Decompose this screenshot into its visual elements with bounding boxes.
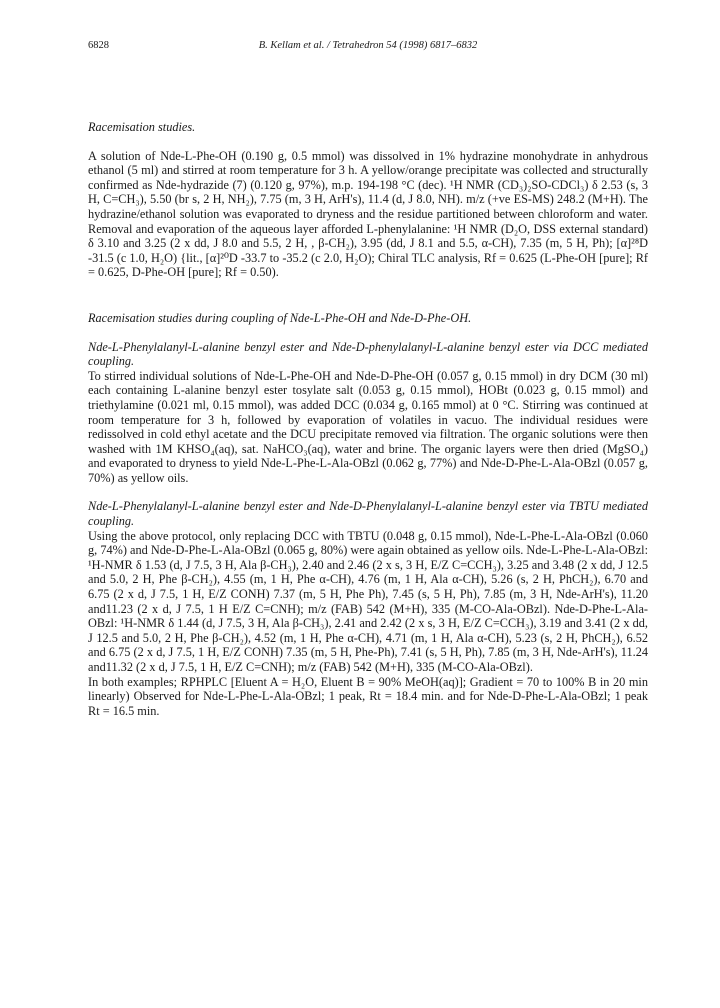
running-head: B. Kellam et al. / Tetrahedron 54 (1998) 6817–6832: [258, 40, 478, 51]
article-body: [88, 120, 648, 718]
page-header: [88, 40, 648, 56]
paragraph-racemisation: A solution of Nde-L-Phe-OH (0.190 g, 0.5 mmol) was dissolved in 1% hydrazine monohydrate in anhydrous ethanol (5 ml) and stirred at room temperature for 3 h. A yellow/orange precipitate was collected and structurally confirmed as Nde-hydrazide (7) (0.120 g, 97%), m.p. 194-198 °C (dec). ¹H NMR (CD₃)₂SO-CDCl₃) δ 2.53 (s, 3 H, C=CH₃), 5.50 (br s, 2 H, NH₂), 7.75 (m, 3 H, ArH's), 11.4 (d, J 8.0, NH). m/z (+ve ES-MS) 248.2 (M+H). The hydrazine/ethanol solution was evaporated to dryness and the residue partitioned between chloroform and water. Removal and evaporation of the aqueous layer afforded L-phenylalanine: ¹H NMR (D₂O, DSS external standard) δ 3.10 and 3.25 (2 x dd, J 8.0 and 5.5, 2 H, , β-CH₂), 3.95 (dd, J 8.1 and 5.5, α-CH), 7.35 (m, 5 H, Ph); [α]²⁸D -31.5 (c 1.0, H₂O) {lit., [α]²⁰D -33.7 to -35.2 (c 2.0, H₂O); Chiral TLC analysis, Rf = 0.625 (L-Phe-OH [pure]; Rf = 0.625, D-Phe-OH [pure]; Rf = 0.50).: [88, 148, 648, 280]
section-heading-tbtu: Nde-L-Phenylalanyl-L-alanine benzyl ester and Nde-D-Phenylalanyl-L-alanine benzyl ester via TBTU mediated coupling.: [88, 499, 648, 529]
section-heading-racemisation: Racemisation studies.: [88, 120, 196, 134]
paragraph-dcc: To stirred individual solutions of Nde-L-Phe-OH and Nde-D-Phe-OH (0.057 g, 0.15 mmol) in dry DCM (30 ml) each containing L-alanine benzyl ester tosylate salt (0.053 g, 0.15 mmol), HOBt (0.023 g, 0.15 mmol) and triethylamine (0.021 ml, 0.15 mmol), was added DCC (0.034 g, 0.165 mmol) at 0 °C. Stirring was continued at room temperature for 3 h, followed by evaporation of volatiles in vacuo. The individual residues were redissolved in cold ethyl acetate and the DCU precipitate removed via filtration. The organic solutions were then washed with 1M KHSO₄(aq), sat. NaHCO₃(aq), water and brine. The organic layers were then dried (MgSO₄) and evaporated to dryness to yield Nde-L-Phe-L-Ala-OBzl (0.062 g, 77%) and Nde-D-Phe-L-Ala-OBzl (0.057 g, 70%) as yellow oils.: [88, 368, 648, 485]
page-number: 6828: [88, 40, 109, 51]
paragraph-hplc: In both examples; RPHPLC [Eluent A = H₂O, Eluent B = 90% MeOH(aq)]; Gradient = 70 to 100% B in 20 min linearly) Observed for Nde-L-Phe-L-Ala-OBzl; 1 peak, Rt = 18.4 min. and for Nde-D-Phe-L-Ala-OBzl; 1 peak Rt = 16.5 min.: [88, 674, 648, 718]
section-heading-dcc: Nde-L-Phenylalanyl-L-alanine benzyl ester and Nde-D-phenylalanyl-L-alanine benzyl ester via DCC mediated coupling.: [88, 339, 648, 369]
section-heading-coupling: Racemisation studies during coupling of Nde-L-Phe-OH and Nde-D-Phe-OH.: [88, 310, 472, 325]
paragraph-tbtu: Using the above protocol, only replacing DCC with TBTU (0.048 g, 0.15 mmol), Nde-L-Phe-L-Ala-OBzl (0.060 g, 74%) and Nde-D-Phe-L-Ala-OBzl (0.065 g, 80%) were again obtained as yellow oils. Nde-L-Phe-L-Ala-OBzl: ¹H-NMR δ 1.53 (d, J 7.5, 3 H, Ala β-CH₃), 2.40 and 2.46 (2 x s, 3 H, E/Z C=CCH₃), 3.25 and 3.48 (2 x dd, J 12.5 and 5.0, 2 H, Phe β-CH₂), 4.55 (m, 1 H, Phe α-CH), 4.76 (m, 1 H, Ala α-CH), 5.26 (s, 2 H, PhCH₂), 6.70 and 6.75 (2 x d, J 7.5, 1 H, E/Z CONH) 7.37 (m, 5 H, Phe Ph), 7.45 (s, 5 H, Ph), 7.85 (m, 3 H, Nde-ArH's), 11.20 and11.23 (2 x d, J 7.5, 1 H E/Z C=CNH); m/z (FAB) 542 (M+H), 335 (M-CO-Ala-OBzl). Nde-D-Phe-L-Ala-OBzl: ¹H-NMR δ 1.44 (d, J 7.5, 3 H, Ala β-CH₃), 2.41 and 2.42 (2 x s, 3 H, E/Z C=CCH₃), 3.19 and 3.41 (2 x dd, J 12.5 and 5.0, 2 H, Phe β-CH₂), 4.52 (m, 1 H, Phe α-CH), 4.71 (m, 1 H, Ala α-CH), 5.23 (s, 2 H, PhCH₂), 6.52 and 6.75 (2 x d, J 7.5, 1 H, E/Z CONH) 7.35 (m, 5 H, Phe-Ph), 7.41 (s, 5 H, Ph), 7.85 (m, 3 H, Nde-ArH's), 11.24 and11.32 (2 x d, J 7.5, 1 H, E/Z C=CNH); m/z (FAB) 542 (M+H), 335 (M-CO-Ala-OBzl).: [88, 528, 648, 674]
